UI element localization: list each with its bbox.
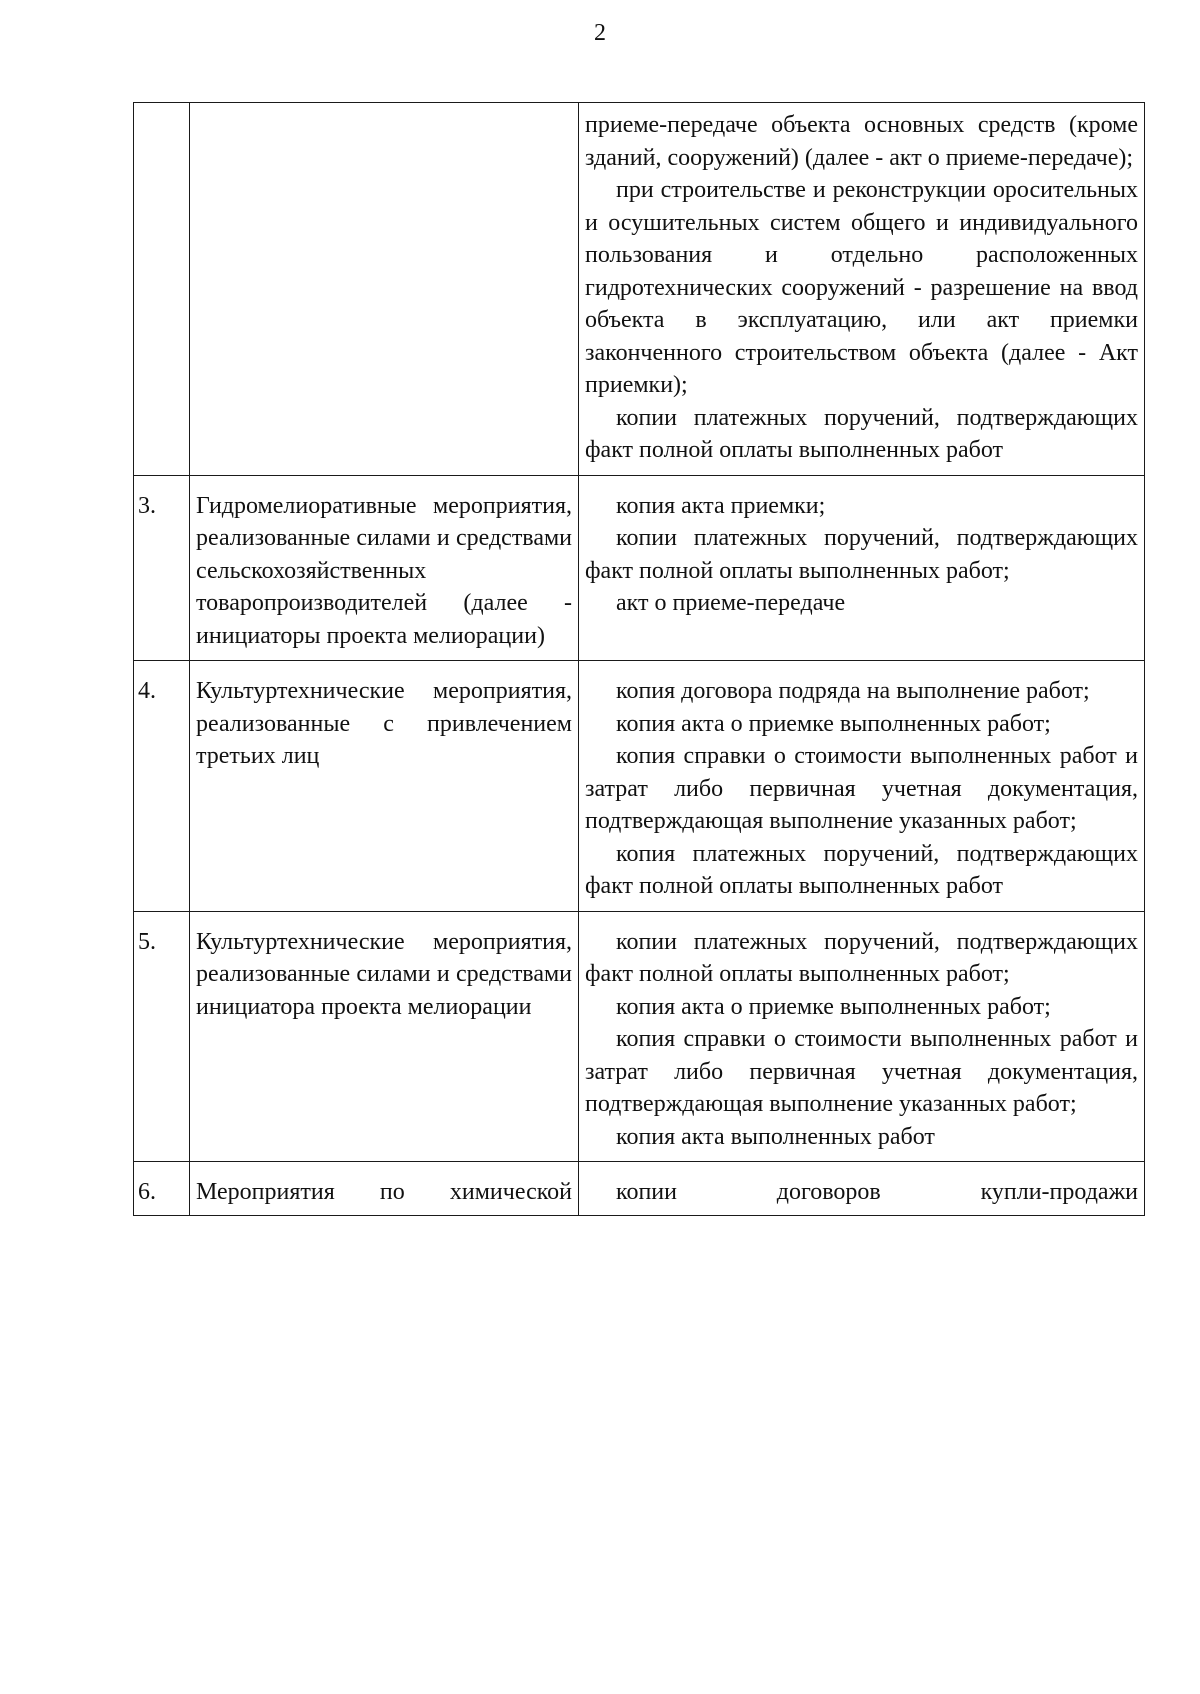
measure-name-cell <box>190 103 579 476</box>
document-item: копия договора подряда на выполнение работ; <box>616 678 1090 704</box>
table-row <box>134 661 1145 912</box>
measure-name-cell <box>190 475 579 661</box>
measure-name-cell <box>190 661 579 912</box>
table-row <box>134 1162 1145 1216</box>
row-number-cell <box>134 103 190 476</box>
measure-name: Мероприятия по химической <box>196 1179 572 1205</box>
measure-name-cell <box>190 1162 579 1216</box>
measure-name-cell <box>190 911 579 1162</box>
document-item: при строительстве и реконструкции оросительных и осушительных систем общего и индивидуального пользования и отдельно расположенных гидротехнических сооружений - разрешение на ввод объекта в эксплуатацию, или акт приемки законченного строительством объекта (далее - Акт приемки); <box>585 177 1138 398</box>
document-item: копии платежных поручений, подтверждающих факт полной оплаты выполненных работ; <box>585 928 1138 987</box>
document-item: копии платежных поручений, подтверждающих факт полной оплаты выполненных работ <box>585 404 1138 463</box>
table-row <box>134 475 1145 661</box>
documents-cell <box>579 1162 1145 1216</box>
row-number-cell: 3. <box>134 475 190 661</box>
document-item: копия акта приемки; <box>616 492 826 519</box>
documents-table <box>133 102 1145 1216</box>
document-item: копия акта выполненных работ <box>616 1123 935 1150</box>
measure-name: Гидромелиоративные мероприятия, реализованные силами и средствами сельскохозяйственных товаропроизводителей (далее - инициаторы проекта мелиорации) <box>196 492 572 649</box>
page-number: 2 <box>594 20 606 46</box>
document-item: копии платежных поручений, подтверждающих факт полной оплаты выполненных работ; <box>585 525 1138 584</box>
document-item: копия справки о стоимости выполненных работ и затрат либо первичная учетная документация, подтверждающая выполнение указанных работ; <box>585 743 1138 834</box>
measure-name: Культуртехнические мероприятия, реализованные с привлечением третьих лиц <box>196 678 572 769</box>
table-row <box>134 911 1145 1162</box>
document-item: акт о приеме-передаче <box>616 590 846 616</box>
documents-cell <box>579 103 1145 476</box>
table-row <box>134 103 1145 476</box>
documents-cell <box>579 661 1145 912</box>
document-item: копия акта о приемке выполненных работ; <box>616 710 1051 737</box>
document-item: копия акта о приемке выполненных работ; <box>616 993 1051 1020</box>
documents-cell <box>579 475 1145 661</box>
row-number-cell: 6. <box>134 1162 190 1216</box>
row-number-cell: 4. <box>134 661 190 912</box>
measure-name: Культуртехнические мероприятия, реализованные силами и средствами инициатора проекта мелиорации <box>196 928 572 1020</box>
document-item: копия платежных поручений, подтверждающих факт полной оплаты выполненных работ <box>585 840 1138 899</box>
document-item: копия справки о стоимости выполненных работ и затрат либо первичная учетная документация, подтверждающая выполнение указанных работ; <box>585 1026 1138 1117</box>
document-item: приеме-передаче объекта основных средств (кроме зданий, сооружений) (далее - акт о приеме-передаче); <box>585 112 1138 171</box>
documents-cell <box>579 911 1145 1162</box>
row-number-cell: 5. <box>134 911 190 1162</box>
document-item: копии договоров купли-продажи <box>616 1179 1138 1205</box>
